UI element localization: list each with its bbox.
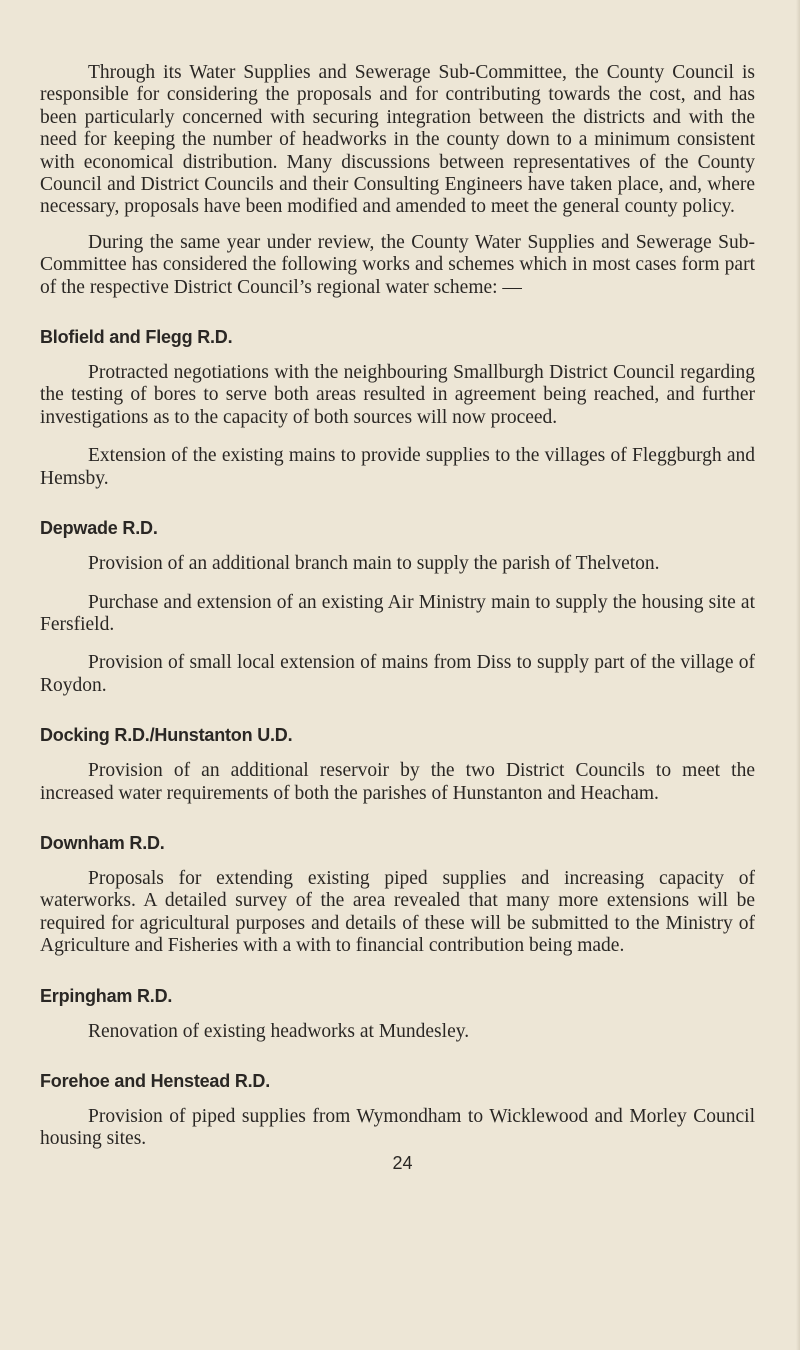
section-downham <box>40 833 755 958</box>
document-page <box>40 62 755 1174</box>
section-paragraph: Provision of small local extension of mains from Diss to supply part of the village of Roydon. <box>40 652 755 696</box>
page-number: 24 <box>392 1152 413 1173</box>
section-paragraph: Provision of an additional branch main to supply the parish of Thelveton. <box>88 553 660 575</box>
section-paragraph: Purchase and extension of an existing Air Ministry main to supply the housing site at Fersfield. <box>40 591 755 635</box>
section-depwade <box>40 518 755 697</box>
section-heading: Forehoe and Henstead R.D. <box>40 1070 271 1091</box>
section-heading: Docking R.D./Hunstanton U.D. <box>40 725 293 746</box>
intro-paragraph-1: Through its Water Supplies and Sewerage Sub-Committee, the County Council is responsible for considering the proposals and for contributing towards the cost, and has been particularly concerned with securing integration between the districts and with the need for keeping the number of headworks in the county down to a minimum consistent with economical distribution. Many discussions between representatives of the County Council and District Councils and their Consulting Engineers have taken place, and, where necessary, proposals have been modified and amended to meet the general county policy. <box>40 62 755 218</box>
section-heading: Downham R.D. <box>40 832 165 853</box>
section-heading: Blofield and Flegg R.D. <box>40 327 233 348</box>
page-edge-shadow <box>796 0 800 1350</box>
section-forehoe <box>40 1071 755 1151</box>
section-blofield <box>40 327 755 490</box>
section-heading: Depwade R.D. <box>40 518 158 539</box>
section-paragraph: Extension of the existing mains to provide supplies to the villages of Fleggburgh and Hemsby. <box>40 445 755 489</box>
section-paragraph: Renovation of existing headworks at Mundesley. <box>88 1020 470 1042</box>
section-paragraph: Provision of an additional reservoir by the two District Councils to meet the increased water requirements of both the parishes of Hunstanton and Heacham. <box>40 760 755 804</box>
section-paragraph: Proposals for extending existing piped supplies and increasing capacity of waterworks. A detailed survey of the area revealed that many more extensions will be required for agricultural purposes and details of these will be submitted to the Ministry of Agriculture and Fisheries with a with to financial contribution being made. <box>40 867 755 957</box>
section-docking <box>40 725 755 805</box>
section-erpingham <box>40 986 755 1043</box>
section-paragraph: Provision of piped supplies from Wymondham to Wicklewood and Morley Council housing sites. <box>40 1105 755 1150</box>
intro-paragraph-2: During the same year under review, the County Water Supplies and Sewerage Sub-Committee has considered the following works and schemes which in most cases form part of the respective District Council’s regional water scheme: — <box>40 231 755 298</box>
section-heading: Erpingham R.D. <box>40 985 173 1006</box>
section-paragraph: Protracted negotiations with the neighbouring Smallburgh District Council regarding the testing of bores to serve both areas resulted in agreement being reached, and further investigations as to the capacity of both sources will now proceed. <box>40 362 755 428</box>
